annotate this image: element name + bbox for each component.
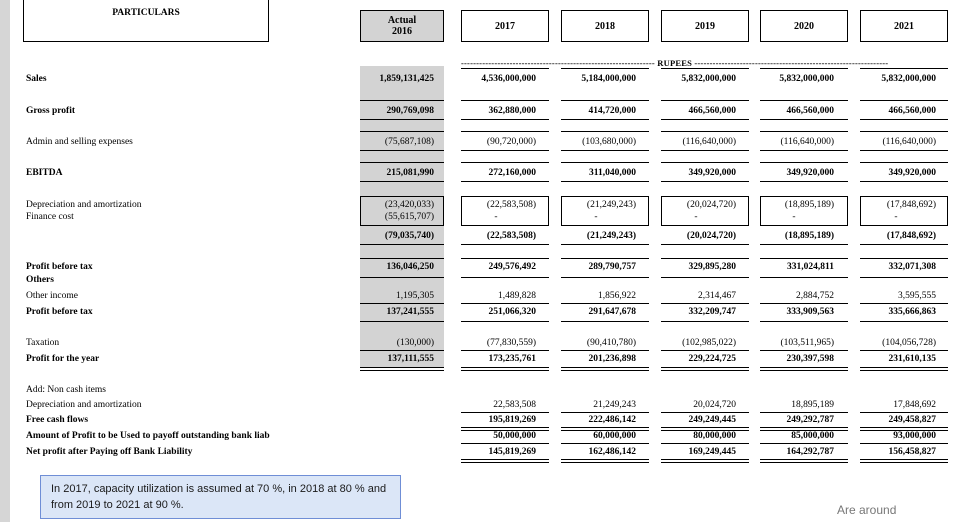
separator-line bbox=[461, 350, 549, 351]
row-value: 272,160,000 bbox=[488, 168, 536, 178]
separator-line bbox=[661, 412, 749, 413]
row-value: (79,035,740) bbox=[384, 231, 434, 241]
separator-line bbox=[561, 162, 649, 163]
separator-line bbox=[461, 277, 549, 278]
row-value: (77,830,559) bbox=[486, 338, 536, 348]
row-value: 201,236,898 bbox=[588, 354, 636, 364]
particulars-header-label: PARTICULARS bbox=[112, 8, 180, 18]
row-value: (21,249,243) bbox=[586, 200, 636, 210]
row-value: 249,292,787 bbox=[786, 415, 834, 425]
row-value: 289,790,757 bbox=[588, 262, 636, 272]
separator-line bbox=[760, 181, 848, 182]
table-row bbox=[0, 384, 968, 397]
row-value: 17,848,692 bbox=[893, 400, 936, 410]
separator-line bbox=[860, 367, 948, 371]
row-label: Others bbox=[26, 275, 54, 285]
row-value: 85,000,000 bbox=[791, 431, 834, 441]
row-value: 1,856,922 bbox=[598, 291, 636, 301]
row-value: - bbox=[494, 212, 498, 222]
deduction-box bbox=[360, 196, 444, 226]
separator-line bbox=[661, 100, 749, 101]
row-value: 222,486,142 bbox=[588, 415, 636, 425]
row-value: 136,046,250 bbox=[386, 262, 434, 272]
table-row bbox=[0, 261, 968, 274]
separator-line bbox=[461, 131, 549, 132]
separator-line bbox=[760, 100, 848, 101]
separator-line bbox=[760, 427, 848, 431]
row-label: Profit before tax bbox=[26, 307, 93, 317]
footer-text: Are around bbox=[837, 503, 897, 517]
row-label: Other income bbox=[26, 291, 78, 301]
separator-line bbox=[561, 427, 649, 431]
separator-line bbox=[360, 258, 444, 259]
separator-line bbox=[860, 258, 948, 259]
row-value: 249,576,492 bbox=[488, 262, 536, 272]
table-row bbox=[0, 290, 968, 303]
row-value: (116,640,000) bbox=[780, 137, 834, 147]
separator-line bbox=[561, 119, 649, 120]
row-value: 466,560,000 bbox=[786, 106, 834, 116]
row-value: 22,583,508 bbox=[493, 400, 536, 410]
separator-line bbox=[461, 162, 549, 163]
separator-line bbox=[760, 131, 848, 132]
separator-line bbox=[360, 119, 444, 120]
row-value: 291,647,678 bbox=[588, 307, 636, 317]
separator-line bbox=[360, 150, 444, 151]
separator-line bbox=[360, 181, 444, 182]
row-value: 251,066,320 bbox=[488, 307, 536, 317]
table-row bbox=[0, 430, 968, 443]
separator-line bbox=[860, 131, 948, 132]
separator-line bbox=[360, 350, 444, 351]
separator-line bbox=[461, 150, 549, 151]
separator-line bbox=[760, 258, 848, 259]
row-label: Amount of Profit to be Used to payoff outstanding bank liab bbox=[26, 431, 270, 441]
separator-line bbox=[561, 303, 649, 304]
row-value: 137,111,555 bbox=[387, 354, 434, 364]
actual-header-line1: Actual bbox=[387, 15, 417, 26]
table-row bbox=[0, 446, 968, 459]
row-value: 156,458,827 bbox=[888, 447, 936, 457]
separator-line bbox=[461, 258, 549, 259]
row-value: - bbox=[792, 212, 796, 222]
separator-line bbox=[860, 350, 948, 351]
separator-line bbox=[561, 150, 649, 151]
row-value: 20,024,720 bbox=[693, 400, 736, 410]
row-value: 21,249,243 bbox=[593, 400, 636, 410]
year-header-2019: 2019 bbox=[661, 10, 749, 42]
row-value: 3,595,555 bbox=[898, 291, 936, 301]
separator-line bbox=[360, 303, 444, 304]
row-value: (17,848,692) bbox=[886, 200, 936, 210]
separator-line bbox=[461, 100, 549, 101]
row-value: 60,000,000 bbox=[593, 431, 636, 441]
row-value: (22,583,508) bbox=[486, 231, 536, 241]
separator-line bbox=[360, 367, 444, 371]
row-value: 335,666,863 bbox=[888, 307, 936, 317]
row-value: 5,184,000,000 bbox=[581, 74, 636, 84]
separator-line bbox=[860, 244, 948, 245]
separator-line bbox=[760, 162, 848, 163]
separator-line bbox=[860, 181, 948, 182]
year-header-2017: 2017 bbox=[461, 10, 549, 42]
separator-line bbox=[561, 244, 649, 245]
row-label: Depreciation and amortization bbox=[26, 200, 142, 210]
row-value: (103,511,965) bbox=[780, 338, 834, 348]
separator-line bbox=[461, 181, 549, 182]
row-label: Add: Non cash items bbox=[26, 385, 106, 395]
row-value: 1,489,828 bbox=[498, 291, 536, 301]
year-header-2020: 2020 bbox=[760, 10, 848, 42]
row-value: 290,769,098 bbox=[386, 106, 434, 116]
separator-line bbox=[461, 459, 549, 463]
row-label: Finance cost bbox=[26, 212, 74, 222]
row-label: Gross profit bbox=[26, 106, 75, 116]
row-value: 249,458,827 bbox=[888, 415, 936, 425]
separator-line bbox=[360, 277, 444, 278]
separator-line bbox=[561, 181, 649, 182]
row-value: (18,895,189) bbox=[784, 231, 834, 241]
row-value: 332,209,747 bbox=[688, 307, 736, 317]
separator-line bbox=[561, 277, 649, 278]
separator-line bbox=[860, 119, 948, 120]
table-row bbox=[0, 167, 968, 180]
table-row bbox=[0, 399, 968, 412]
separator-line bbox=[860, 427, 948, 431]
row-value: 169,249,445 bbox=[688, 447, 736, 457]
row-value: 414,720,000 bbox=[588, 106, 636, 116]
row-label: Admin and selling expenses bbox=[26, 137, 133, 147]
separator-line bbox=[561, 100, 649, 101]
row-value: 333,909,563 bbox=[786, 307, 834, 317]
row-value: 173,235,761 bbox=[488, 354, 536, 364]
row-value: 4,536,000,000 bbox=[481, 74, 536, 84]
separator-line bbox=[760, 367, 848, 371]
row-value: 195,819,269 bbox=[488, 415, 536, 425]
separator-line bbox=[461, 303, 549, 304]
row-value: 331,024,811 bbox=[787, 262, 834, 272]
separator-line bbox=[661, 303, 749, 304]
table-row bbox=[0, 306, 968, 319]
separator-line bbox=[760, 277, 848, 278]
row-value: 1,859,131,425 bbox=[379, 74, 434, 84]
separator-line bbox=[561, 350, 649, 351]
separator-line bbox=[661, 162, 749, 163]
separator-line bbox=[661, 277, 749, 278]
table-row bbox=[0, 274, 968, 287]
separator-line bbox=[760, 68, 848, 69]
separator-line bbox=[760, 443, 848, 444]
row-value: 2,314,467 bbox=[698, 291, 736, 301]
separator-line bbox=[461, 367, 549, 371]
row-value: (103,680,000) bbox=[582, 137, 636, 147]
row-label: Profit before tax bbox=[26, 262, 93, 272]
row-value: 18,895,189 bbox=[791, 400, 834, 410]
row-value: (75,687,108) bbox=[384, 137, 434, 147]
row-value: 311,040,000 bbox=[589, 168, 636, 178]
separator-line bbox=[661, 321, 749, 322]
separator-line bbox=[561, 443, 649, 444]
separator-line bbox=[760, 150, 848, 151]
row-value: 230,397,598 bbox=[786, 354, 834, 364]
row-value: 164,292,787 bbox=[786, 447, 834, 457]
row-label: EBITDA bbox=[26, 168, 63, 178]
separator-line bbox=[661, 350, 749, 351]
year-header-2018: 2018 bbox=[561, 10, 649, 42]
row-label: Free cash flows bbox=[26, 415, 89, 425]
table-row bbox=[0, 414, 968, 427]
row-value: (18,895,189) bbox=[784, 200, 834, 210]
table-row bbox=[0, 136, 968, 149]
separator-line bbox=[360, 131, 444, 132]
separator-line bbox=[661, 443, 749, 444]
row-value: 215,081,990 bbox=[386, 168, 434, 178]
row-value: 362,880,000 bbox=[488, 106, 536, 116]
separator-line bbox=[461, 443, 549, 444]
separator-line bbox=[760, 303, 848, 304]
deduction-box bbox=[860, 196, 948, 226]
row-value: 466,560,000 bbox=[688, 106, 736, 116]
row-value: 162,486,142 bbox=[588, 447, 636, 457]
separator-line bbox=[661, 150, 749, 151]
separator-line bbox=[661, 258, 749, 259]
particulars-header bbox=[23, 0, 269, 42]
row-value: 80,000,000 bbox=[693, 431, 736, 441]
row-value: 249,249,445 bbox=[688, 415, 736, 425]
row-value: (116,640,000) bbox=[682, 137, 736, 147]
separator-line bbox=[760, 412, 848, 413]
separator-line bbox=[860, 303, 948, 304]
row-value: 349,920,000 bbox=[888, 168, 936, 178]
separator-line bbox=[760, 350, 848, 351]
row-value: (116,640,000) bbox=[882, 137, 936, 147]
separator-line bbox=[661, 367, 749, 371]
table-row bbox=[0, 230, 968, 243]
row-label: Profit for the year bbox=[26, 354, 100, 364]
year-header-2021: 2021 bbox=[860, 10, 948, 42]
separator-line bbox=[461, 119, 549, 120]
row-value: 5,832,000,000 bbox=[681, 74, 736, 84]
separator-line bbox=[461, 412, 549, 413]
row-value: (20,024,720) bbox=[686, 200, 736, 210]
separator-line bbox=[461, 244, 549, 245]
row-value: (17,848,692) bbox=[886, 231, 936, 241]
separator-line bbox=[860, 277, 948, 278]
row-value: 5,832,000,000 bbox=[779, 74, 834, 84]
separator-line bbox=[661, 68, 749, 69]
row-value: 137,241,555 bbox=[386, 307, 434, 317]
row-value: (55,615,707) bbox=[384, 212, 434, 222]
row-value: - bbox=[594, 212, 598, 222]
table-row bbox=[0, 337, 968, 350]
row-value: 2,884,752 bbox=[796, 291, 834, 301]
table-row bbox=[0, 353, 968, 366]
table-row bbox=[0, 105, 968, 118]
row-value: (90,410,780) bbox=[586, 338, 636, 348]
row-value: (130,000) bbox=[396, 338, 434, 348]
separator-line bbox=[461, 321, 549, 322]
separator-line bbox=[760, 244, 848, 245]
separator-line bbox=[360, 100, 444, 101]
row-value: (21,249,243) bbox=[586, 231, 636, 241]
separator-line bbox=[661, 131, 749, 132]
row-value: 229,224,725 bbox=[688, 354, 736, 364]
row-value: 1,195,305 bbox=[396, 291, 434, 301]
row-value: 349,920,000 bbox=[688, 168, 736, 178]
separator-line bbox=[760, 321, 848, 322]
row-value: - bbox=[694, 212, 698, 222]
row-value: (23,420,033) bbox=[384, 200, 434, 210]
separator-line bbox=[561, 367, 649, 371]
capacity-note-text: In 2017, capacity utilization is assumed at 70 %, in 2018 at 80 % and from 2019 to 2021 at 90 %. bbox=[51, 483, 387, 511]
actual-header-line2: 2016 bbox=[392, 26, 412, 37]
deduction-box bbox=[561, 196, 649, 226]
separator-line bbox=[360, 162, 444, 163]
separator-line bbox=[360, 321, 444, 322]
row-value: (22,583,508) bbox=[486, 200, 536, 210]
row-label: Net profit after Paying off Bank Liability bbox=[26, 447, 193, 457]
row-value: (102,985,022) bbox=[682, 338, 736, 348]
deduction-box bbox=[661, 196, 749, 226]
row-value: - bbox=[894, 212, 898, 222]
capacity-note bbox=[40, 475, 401, 519]
separator-line bbox=[561, 321, 649, 322]
row-value: 145,819,269 bbox=[488, 447, 536, 457]
separator-line bbox=[561, 459, 649, 463]
separator-line bbox=[561, 68, 649, 69]
separator-line bbox=[860, 162, 948, 163]
separator-line bbox=[661, 181, 749, 182]
separator-line bbox=[661, 427, 749, 431]
separator-line bbox=[461, 68, 549, 69]
separator-line bbox=[561, 412, 649, 413]
row-value: 332,071,308 bbox=[888, 262, 936, 272]
actual-2016-header bbox=[360, 10, 444, 42]
separator-line bbox=[461, 427, 549, 431]
separator-line bbox=[860, 100, 948, 101]
row-value: 329,895,280 bbox=[688, 262, 736, 272]
row-value: (90,720,000) bbox=[486, 137, 536, 147]
row-label: Sales bbox=[26, 74, 47, 84]
separator-line bbox=[860, 459, 948, 463]
separator-line bbox=[860, 68, 948, 69]
deduction-box bbox=[760, 196, 848, 226]
row-value: (20,024,720) bbox=[686, 231, 736, 241]
row-value: 349,920,000 bbox=[786, 168, 834, 178]
row-value: 50,000,000 bbox=[493, 431, 536, 441]
deduction-box bbox=[461, 196, 549, 226]
separator-line bbox=[860, 412, 948, 413]
row-value: 5,832,000,000 bbox=[881, 74, 936, 84]
separator-line bbox=[760, 119, 848, 120]
table-row bbox=[0, 73, 968, 86]
row-label: Taxation bbox=[26, 338, 60, 348]
separator-line bbox=[661, 244, 749, 245]
row-value: 466,560,000 bbox=[888, 106, 936, 116]
separator-line bbox=[860, 443, 948, 444]
separator-line bbox=[760, 459, 848, 463]
separator-line bbox=[360, 244, 444, 245]
separator-line bbox=[661, 459, 749, 463]
row-label: Depreciation and amortization bbox=[26, 400, 142, 410]
separator-line bbox=[561, 131, 649, 132]
row-value: 231,610,135 bbox=[888, 354, 936, 364]
rupees-currency-note: ---------------------------------------------------------------- RUPEES ---------------------------------------------------------------- bbox=[461, 58, 889, 68]
row-value: 93,000,000 bbox=[893, 431, 936, 441]
separator-line bbox=[661, 119, 749, 120]
separator-line bbox=[561, 258, 649, 259]
separator-line bbox=[860, 150, 948, 151]
row-value: (104,056,728) bbox=[882, 338, 936, 348]
separator-line bbox=[860, 321, 948, 322]
